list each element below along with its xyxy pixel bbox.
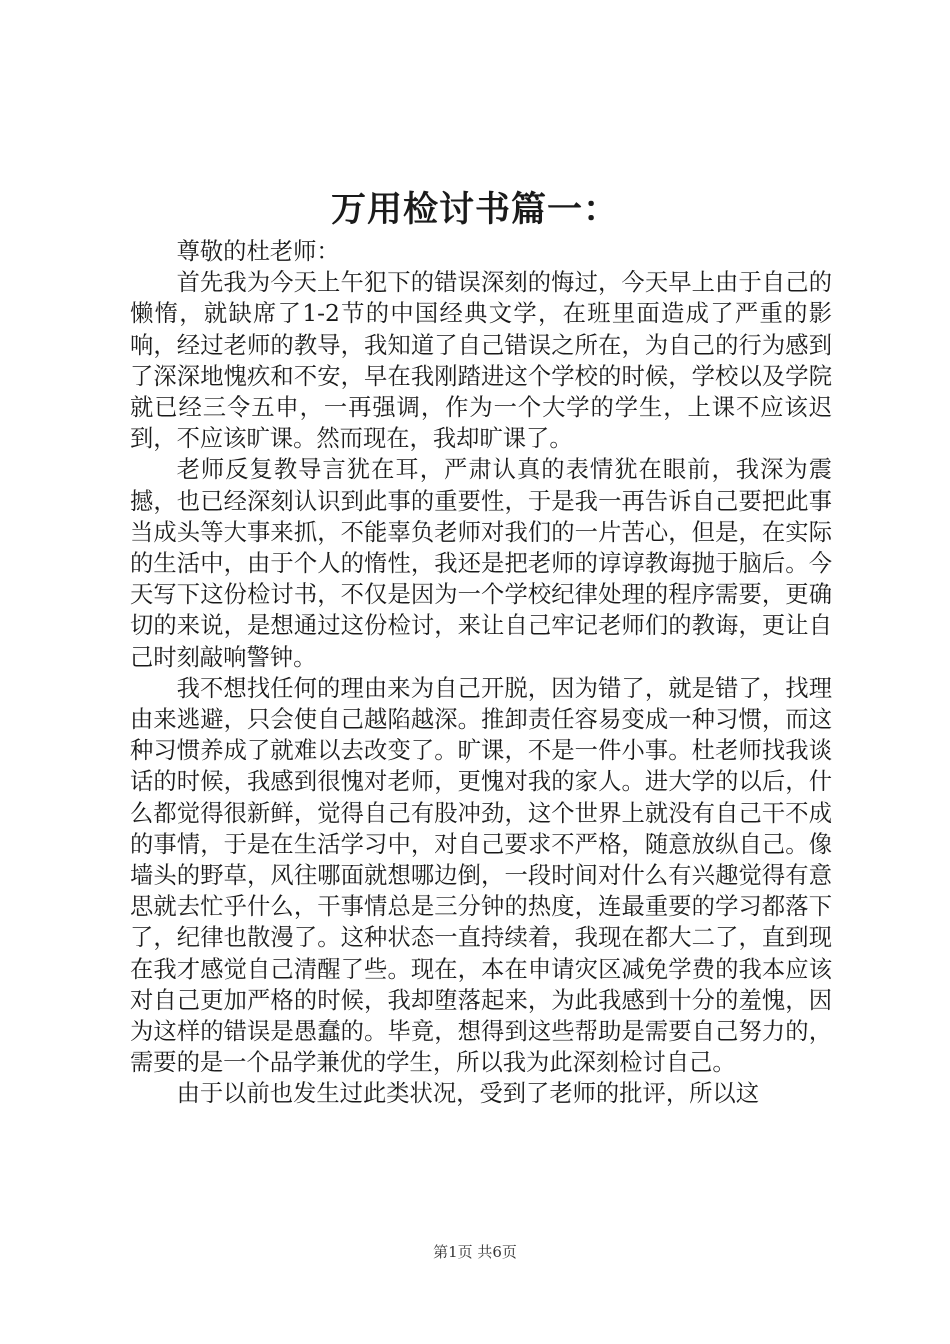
paragraph: 首先我为今天上午犯下的错误深刻的悔过，今天早上由于自己的懒惰，就缺席了1-2节的中国经典文学，在班里面造成了严重的影响，经过老师的教导，我知道了自己错误之所在，为自己的行为感到了深深地愧疚和不安，早在我刚踏进这个学校的时候，学校以及学院就已经三令五申，一再强调，作为一个大学的学生，上课不应该迟到，不应该旷课。然而现在，我却旷课了。 <box>130 269 832 453</box>
document-body <box>130 236 832 1110</box>
salutation: 尊敬的杜老师： <box>176 238 340 265</box>
paragraph: 老师反复教导言犹在耳，严肃认真的表情犹在眼前，我深为震撼，也已经深刻认识到此事的重要性，于是我一再告诉自己要把此事当成头等大事来抓，不能辜负老师对我们的一片苦心，但是，在实际的生活中，由于个人的惰性，我还是把老师的谆谆教诲抛于脑后。今天写下这份检讨书，不仅是因为一个学校纪律处理的程序需要，更确切的来说，是想通过这份检讨，来让自己牢记老师们的教诲，更让自己时刻敲响警钟。 <box>130 456 832 671</box>
paragraph: 我不想找任何的理由来为自己开脱，因为错了，就是错了，找理由来逃避，只会使自己越陷越深。推卸责任容易变成一种习惯，而这种习惯养成了就难以去改变了。旷课，不是一件小事。杜老师找我谈话的时候，我感到很愧对老师，更愧对我的家人。进大学的以后，什么都觉得很新鲜，觉得自己有股冲劲，这个世界上就没有自己干不成的事情，于是在生活学习中，对自己要求不严格，随意放纵自己。像墙头的野草，风往哪面就想哪边倒，一段时间对什么有兴趣觉得有意思就去忙乎什么，干事情总是三分钟的热度，连最重要的学习都落下了，纪律也散漫了。这种状态一直持续着，我现在都大二了，直到现在我才感觉自己清醒了些。现在，本在申请灾区减免学费的我本应该对自己更加严格的时候，我却堕落起来，为此我感到十分的羞愧，因为这样的错误是愚蠢的。毕竟，想得到这些帮助是需要自己努力的，需要的是一个品学兼优的学生，所以我为此深刻检讨自己。 <box>130 674 832 1077</box>
document-title: 万用检讨书篇一： <box>330 189 619 230</box>
page-footer: 第1页 共6页 <box>433 1243 517 1261</box>
paragraph: 由于以前也发生过此类状况，受到了老师的批评，所以这 <box>176 1080 760 1108</box>
